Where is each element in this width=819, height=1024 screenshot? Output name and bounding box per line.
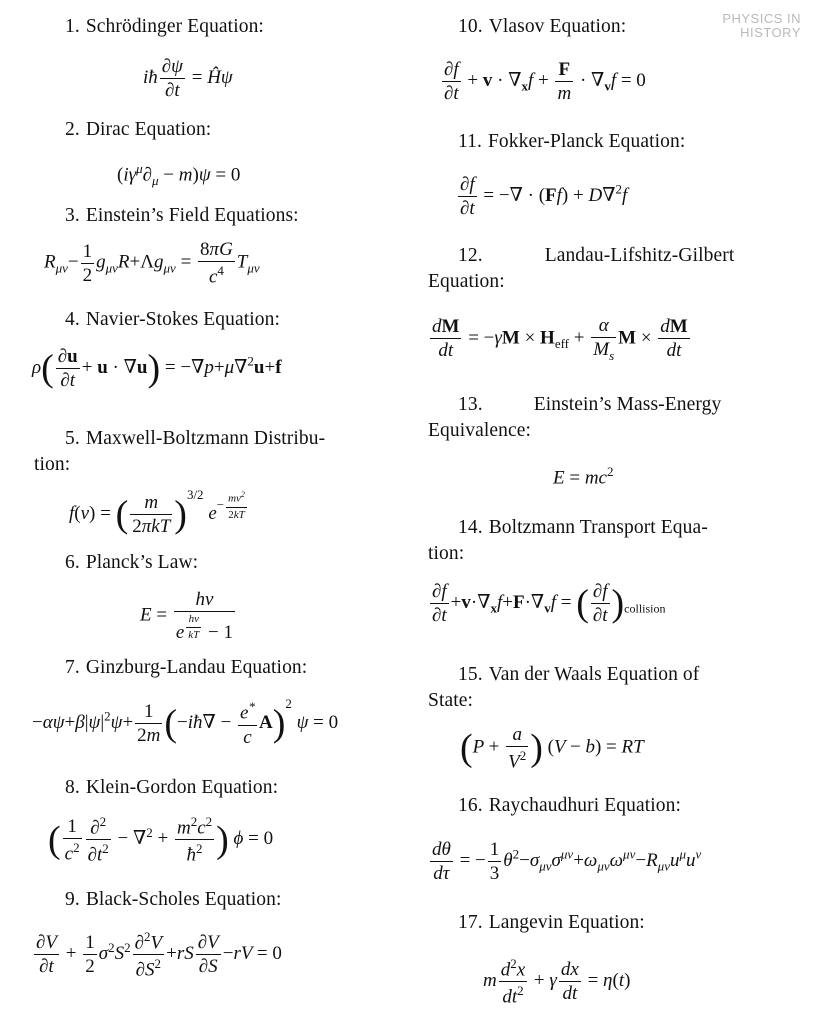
equation-16: $\frac{d\theta}{d\tau}$ = − $\frac{1}{3}$ $\theta^2-\sigma_{\mu\nu}\sigma^{\mu\nu}+\omega_{\mu\nu}\omega^{\mu\nu}-R_{\mu\nu}u^\mu u^\nu$ bbox=[432, 839, 702, 884]
heading-11: 11. Fokker-Planck Equation: bbox=[458, 131, 686, 152]
heading-7: 7. Ginzburg-Landau Equation: bbox=[65, 657, 308, 678]
equation-1: iħ $\frac{\partial\psi}{\partial t}$ = Ĥψ bbox=[143, 56, 233, 101]
equation-7: $-\alpha\psi+\beta|\psi|^2\psi+$ $\frac{1}{2m}$ (−iħ∇ − $\frac{e^*}{c}$ A)$^2$ ψ = 0 bbox=[32, 696, 339, 748]
equation-17: m $\frac{d^2x}{dt^2}$ + γ $\frac{dx}{dt}$ = η(t) bbox=[483, 956, 631, 1008]
heading-1: 1. Schrödinger Equation: bbox=[65, 16, 264, 37]
equation-15: (P + $\frac{a}{V^2}$ ) (V − b) = RT bbox=[460, 724, 644, 773]
equation-8: ( $\frac{1}{c^2}$ $\frac{\partial^2}{\partial t^2}$ − ∇$^2$ + $\frac{m^2c^2}{ħ^2}$ ) ϕ = 0 bbox=[48, 814, 274, 866]
heading-12: 12. Landau-Lifshitz-Gilbert Equation: bbox=[428, 245, 735, 292]
heading-13: 13. Einstein’s Mass-Energy Equivalence: bbox=[428, 394, 722, 441]
heading-6: 6. Planck’s Law: bbox=[65, 552, 199, 573]
watermark bbox=[722, 12, 801, 40]
equation-10: $\frac{\partial f}{\partial t}$ + $v \cdot \nabla_xf$ + $\frac{F}{m}$ · $\nabla_vf = 0$ bbox=[444, 59, 646, 104]
heading-17: 17. Langevin Equation: bbox=[458, 912, 645, 933]
heading-5: 5. Maxwell-Boltzmann Distribu- tion: bbox=[34, 428, 326, 475]
heading-14: 14. Boltzmann Transport Equa- tion: bbox=[428, 517, 708, 564]
heading-3: 3. Einstein’s Field Equations: bbox=[65, 205, 299, 226]
watermark-line1: PHYSICS IN bbox=[722, 11, 801, 26]
equation-14: $\frac{\partial f}{\partial t}$ $+v\cdot\nabla_xf+F\cdot\nabla_vf$ = ( $\frac{\partial f}{\partial t}$ )$_{collision}$ bbox=[432, 581, 666, 626]
equation-2: $(i\gamma^\mu\partial_\mu - m)\psi = 0$ bbox=[117, 161, 241, 189]
heading-2: 2. Dirac Equation: bbox=[65, 119, 212, 140]
heading-15: 15. Van der Waals Equation of State: bbox=[428, 664, 700, 711]
heading-16: 16. Raychaudhuri Equation: bbox=[458, 795, 681, 816]
heading-8: 8. Klein-Gordon Equation: bbox=[65, 777, 279, 798]
equation-3: $R_{\mu\nu}-$ $\frac{1}{2}$ $g_{\mu\nu}R+\Lambda g_{\mu\nu}$ = $\frac{8\pi G}{c^4}$ $T_{\mu\nu}$ bbox=[44, 239, 260, 288]
equation-4: ρ( $\frac{\partial u}{\partial t}$ + u · ∇u) = −∇p+μ∇$^2$u+f bbox=[32, 346, 282, 391]
equation-5: f(v) = ( $\frac{m}{\text{2πkT}}$ )$^{3/2}$ $e^{- \frac{mv^2}{2kT}}$ bbox=[69, 487, 245, 538]
equation-13: $E = mc^2$ bbox=[553, 464, 614, 489]
equation-9: $\frac{\partial V}{\partial t}$ + $\frac{1}{2}$ $\sigma^2S^2$ $\frac{\partial^2V}{\partial S^2}$ +rS $\frac{\partial V}{\partial S}$ −rV = 0 bbox=[36, 929, 282, 981]
equation-6: E = hν e $^{\frac{h\nu}{kT}}$ − 1 bbox=[140, 589, 233, 643]
equation-11: $\frac{\partial f}{\partial t}$ = −∇ · (Ff) + D∇$^2$f bbox=[460, 174, 628, 219]
watermark-line2: HISTORY bbox=[740, 25, 801, 40]
heading-10: 10. Vlasov Equation: bbox=[458, 16, 627, 37]
equation-12: $\frac{dM}{dt}$ = $-\gamma M \times H_{eff}$ + $\frac{\alpha}{M_s}$ M × $\frac{dM}{dt}$ bbox=[432, 315, 688, 363]
heading-9: 9. Black-Scholes Equation: bbox=[65, 889, 282, 910]
heading-4: 4. Navier-Stokes Equation: bbox=[65, 309, 280, 330]
